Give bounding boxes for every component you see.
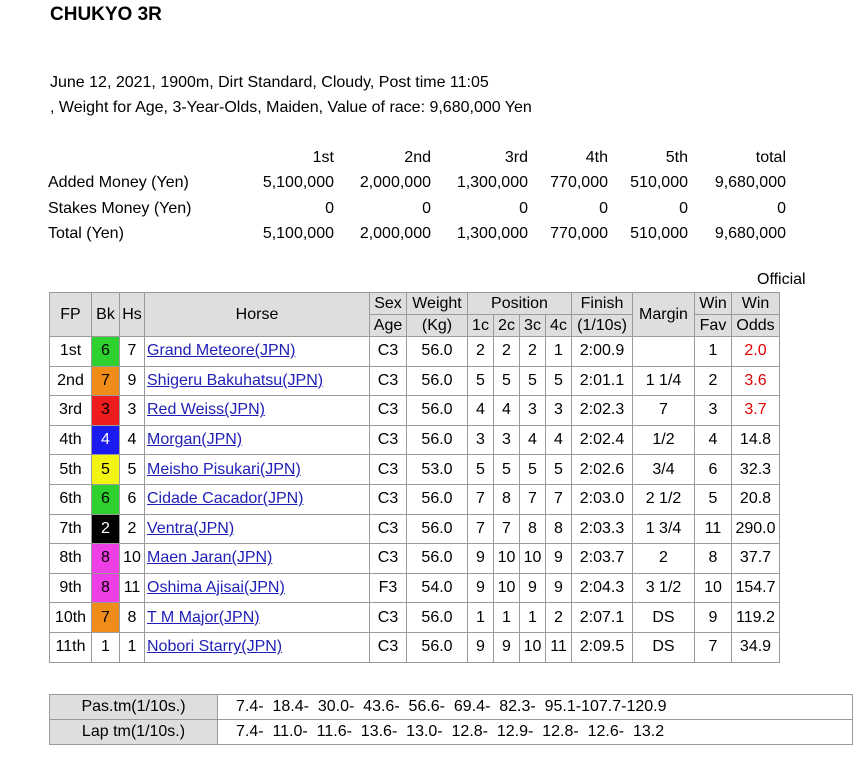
race-title: CHUKYO 3R bbox=[50, 4, 162, 25]
race-conditions: June 12, 2021, 1900m, Dirt Standard, Cloudy, Post time 11:05 bbox=[50, 74, 489, 91]
table-row bbox=[50, 514, 780, 544]
header-margin: Margin bbox=[633, 293, 695, 337]
finish-position-cell: 2nd bbox=[50, 366, 92, 396]
passing-time-values: 7.4- 18.4- 30.0- 43.6- 56.6- 69.4- 82.3- 95.1-107.7-120.9 bbox=[218, 695, 853, 720]
position-4c-cell: 5 bbox=[546, 366, 572, 396]
prize-value: 1,300,000 bbox=[456, 174, 528, 192]
sex-age-cell: C3 bbox=[370, 603, 407, 633]
horse-link[interactable]: Ventra(JPN) bbox=[147, 519, 235, 537]
horse-number-cell: 4 bbox=[120, 425, 145, 455]
sex-age-cell: C3 bbox=[370, 455, 407, 485]
horse-number-cell: 9 bbox=[120, 366, 145, 396]
win-favorite-cell: 10 bbox=[695, 573, 732, 603]
position-4c-cell: 11 bbox=[546, 632, 572, 662]
table-row bbox=[50, 366, 780, 396]
bracket-number-cell: 8 bbox=[92, 544, 120, 574]
table-row bbox=[50, 573, 780, 603]
header-hs: Hs bbox=[120, 293, 145, 337]
weight-cell: 56.0 bbox=[407, 603, 468, 633]
horse-number-cell: 5 bbox=[120, 455, 145, 485]
finish-position-cell: 3rd bbox=[50, 396, 92, 426]
sex-age-cell: C3 bbox=[370, 484, 407, 514]
prize-row-label: Stakes Money (Yen) bbox=[48, 199, 192, 217]
bracket-number-cell: 3 bbox=[92, 396, 120, 426]
win-favorite-cell: 3 bbox=[695, 396, 732, 426]
prize-value: 2,000,000 bbox=[359, 174, 431, 192]
header-sex: Sex bbox=[370, 293, 407, 315]
bracket-number-cell: 4 bbox=[92, 425, 120, 455]
position-3c-cell: 9 bbox=[520, 573, 546, 603]
win-odds-cell: 3.6 bbox=[732, 366, 780, 396]
position-1c-cell: 1 bbox=[468, 603, 494, 633]
header-finish-unit: (1/10s) bbox=[572, 315, 633, 337]
finish-position-cell: 7th bbox=[50, 514, 92, 544]
weight-cell: 54.0 bbox=[407, 573, 468, 603]
win-favorite-cell: 4 bbox=[695, 425, 732, 455]
margin-cell: 2 bbox=[633, 544, 695, 574]
horse-link[interactable]: Nobori Starry(JPN) bbox=[147, 638, 283, 656]
header-fp: FP bbox=[50, 293, 92, 337]
horse-name-cell bbox=[145, 366, 370, 396]
win-favorite-cell: 7 bbox=[695, 632, 732, 662]
position-4c-cell: 7 bbox=[546, 484, 572, 514]
prize-value: 0 bbox=[599, 199, 608, 217]
prize-value: 0 bbox=[679, 199, 688, 217]
table-row bbox=[50, 544, 780, 574]
bracket-number-cell: 6 bbox=[92, 484, 120, 514]
win-odds-cell: 20.8 bbox=[732, 484, 780, 514]
finish-time-cell: 2:03.0 bbox=[572, 484, 633, 514]
horse-number-cell: 6 bbox=[120, 484, 145, 514]
prize-value: 2,000,000 bbox=[359, 225, 431, 243]
header-horse: Horse bbox=[145, 293, 370, 337]
lap-time-label: Lap tm(1/10s.) bbox=[50, 720, 218, 745]
lap-time-row bbox=[50, 720, 853, 745]
bracket-number-cell: 6 bbox=[92, 337, 120, 367]
prize-value: 770,000 bbox=[550, 174, 608, 192]
horse-name-cell bbox=[145, 396, 370, 426]
horse-number-cell: 11 bbox=[120, 573, 145, 603]
prize-money-row-total bbox=[48, 222, 786, 248]
win-odds-cell: 32.3 bbox=[732, 455, 780, 485]
horse-link[interactable]: Morgan(JPN) bbox=[147, 431, 243, 449]
official-label: Official bbox=[757, 271, 806, 288]
weight-cell: 56.0 bbox=[407, 396, 468, 426]
horse-name-cell bbox=[145, 632, 370, 662]
horse-link[interactable]: Red Weiss(JPN) bbox=[147, 401, 265, 419]
horse-link[interactable]: Oshima Ajisai(JPN) bbox=[147, 579, 285, 597]
position-2c-cell: 1 bbox=[494, 603, 520, 633]
header-4c: 4c bbox=[546, 315, 572, 337]
sex-age-cell: C3 bbox=[370, 514, 407, 544]
prize-value: 0 bbox=[325, 199, 334, 217]
table-row bbox=[50, 632, 780, 662]
position-3c-cell: 2 bbox=[520, 337, 546, 367]
horse-link[interactable]: T M Major(JPN) bbox=[147, 608, 260, 626]
horse-name-cell bbox=[145, 514, 370, 544]
position-3c-cell: 8 bbox=[520, 514, 546, 544]
sex-age-cell: C3 bbox=[370, 425, 407, 455]
position-1c-cell: 7 bbox=[468, 514, 494, 544]
prize-header-1st: 1st bbox=[312, 148, 334, 166]
position-3c-cell: 3 bbox=[520, 396, 546, 426]
win-odds-cell: 154.7 bbox=[732, 573, 780, 603]
table-row bbox=[50, 396, 780, 426]
prize-header-4th: 4th bbox=[585, 148, 608, 166]
times-table bbox=[49, 694, 853, 745]
win-odds-cell: 119.2 bbox=[732, 603, 780, 633]
prize-header-2nd: 2nd bbox=[404, 148, 431, 166]
margin-cell: 1/2 bbox=[633, 425, 695, 455]
prize-value: 9,680,000 bbox=[714, 174, 786, 192]
header-1c: 1c bbox=[468, 315, 494, 337]
position-1c-cell: 3 bbox=[468, 425, 494, 455]
table-row bbox=[50, 337, 780, 367]
horse-name-cell bbox=[145, 573, 370, 603]
position-4c-cell: 8 bbox=[546, 514, 572, 544]
header-position: Position bbox=[468, 293, 572, 315]
position-2c-cell: 5 bbox=[494, 455, 520, 485]
win-odds-cell: 14.8 bbox=[732, 425, 780, 455]
table-row bbox=[50, 425, 780, 455]
bracket-number-cell: 8 bbox=[92, 573, 120, 603]
table-row bbox=[50, 484, 780, 514]
position-1c-cell: 4 bbox=[468, 396, 494, 426]
weight-cell: 56.0 bbox=[407, 484, 468, 514]
bracket-number-cell: 7 bbox=[92, 366, 120, 396]
margin-cell: 7 bbox=[633, 396, 695, 426]
finish-position-cell: 4th bbox=[50, 425, 92, 455]
finish-time-cell: 2:07.1 bbox=[572, 603, 633, 633]
sex-age-cell: C3 bbox=[370, 544, 407, 574]
position-1c-cell: 7 bbox=[468, 484, 494, 514]
position-2c-cell: 10 bbox=[494, 573, 520, 603]
weight-cell: 56.0 bbox=[407, 425, 468, 455]
position-2c-cell: 7 bbox=[494, 514, 520, 544]
passing-time-row bbox=[50, 695, 853, 720]
header-2c: 2c bbox=[494, 315, 520, 337]
sex-age-cell: C3 bbox=[370, 632, 407, 662]
win-favorite-cell: 2 bbox=[695, 366, 732, 396]
finish-time-cell: 2:04.3 bbox=[572, 573, 633, 603]
position-1c-cell: 5 bbox=[468, 366, 494, 396]
table-row bbox=[50, 455, 780, 485]
win-favorite-cell: 11 bbox=[695, 514, 732, 544]
results-table bbox=[49, 292, 780, 663]
position-4c-cell: 3 bbox=[546, 396, 572, 426]
position-4c-cell: 2 bbox=[546, 603, 572, 633]
horse-name-cell bbox=[145, 603, 370, 633]
position-2c-cell: 3 bbox=[494, 425, 520, 455]
margin-cell: 3/4 bbox=[633, 455, 695, 485]
win-odds-cell: 290.0 bbox=[732, 514, 780, 544]
finish-position-cell: 9th bbox=[50, 573, 92, 603]
horse-link[interactable]: Shigeru Bakuhatsu(JPN) bbox=[147, 371, 324, 389]
header-age: Age bbox=[370, 315, 407, 337]
position-1c-cell: 9 bbox=[468, 544, 494, 574]
position-1c-cell: 9 bbox=[468, 573, 494, 603]
prize-value: 5,100,000 bbox=[262, 174, 334, 192]
lap-time-values: 7.4- 11.0- 11.6- 13.6- 13.0- 12.8- 12.9- 12.8- 12.6- 13.2 bbox=[218, 720, 853, 745]
weight-cell: 56.0 bbox=[407, 544, 468, 574]
position-3c-cell: 7 bbox=[520, 484, 546, 514]
position-3c-cell: 1 bbox=[520, 603, 546, 633]
prize-header-3rd: 3rd bbox=[504, 148, 528, 166]
prize-row-label: Added Money (Yen) bbox=[48, 174, 189, 192]
sex-age-cell: C3 bbox=[370, 337, 407, 367]
finish-time-cell: 2:01.1 bbox=[572, 366, 633, 396]
margin-cell: 3 1/2 bbox=[633, 573, 695, 603]
position-4c-cell: 9 bbox=[546, 544, 572, 574]
horse-name-cell bbox=[145, 337, 370, 367]
header-bk: Bk bbox=[92, 293, 120, 337]
margin-cell: DS bbox=[633, 632, 695, 662]
win-odds-cell: 37.7 bbox=[732, 544, 780, 574]
prize-row-label: Total (Yen) bbox=[48, 225, 124, 243]
finish-time-cell: 2:03.3 bbox=[572, 514, 633, 544]
position-4c-cell: 4 bbox=[546, 425, 572, 455]
position-2c-cell: 5 bbox=[494, 366, 520, 396]
header-fav: Fav bbox=[695, 315, 732, 337]
finish-time-cell: 2:00.9 bbox=[572, 337, 633, 367]
position-1c-cell: 2 bbox=[468, 337, 494, 367]
prize-value: 510,000 bbox=[630, 225, 688, 243]
bracket-number-cell: 5 bbox=[92, 455, 120, 485]
prize-header-5th: 5th bbox=[665, 148, 688, 166]
header-odds: Odds bbox=[732, 315, 780, 337]
table-row bbox=[50, 603, 780, 633]
win-favorite-cell: 6 bbox=[695, 455, 732, 485]
win-odds-cell: 3.7 bbox=[732, 396, 780, 426]
prize-value: 0 bbox=[519, 199, 528, 217]
sex-age-cell: C3 bbox=[370, 366, 407, 396]
prize-money-header bbox=[48, 145, 786, 171]
header-kg: (Kg) bbox=[407, 315, 468, 337]
position-2c-cell: 8 bbox=[494, 484, 520, 514]
margin-cell: 2 1/2 bbox=[633, 484, 695, 514]
win-favorite-cell: 8 bbox=[695, 544, 732, 574]
finish-position-cell: 5th bbox=[50, 455, 92, 485]
header-weight: Weight bbox=[407, 293, 468, 315]
position-4c-cell: 5 bbox=[546, 455, 572, 485]
prize-money-row-stakes bbox=[48, 196, 786, 222]
prize-header-total: total bbox=[755, 148, 786, 166]
position-3c-cell: 4 bbox=[520, 425, 546, 455]
win-favorite-cell: 1 bbox=[695, 337, 732, 367]
sex-age-cell: F3 bbox=[370, 573, 407, 603]
header-finish: Finish bbox=[572, 293, 633, 315]
race-details: , Weight for Age, 3-Year-Olds, Maiden, Value of race: 9,680,000 Yen bbox=[50, 99, 532, 116]
position-3c-cell: 10 bbox=[520, 632, 546, 662]
horse-number-cell: 8 bbox=[120, 603, 145, 633]
prize-value: 9,680,000 bbox=[714, 225, 786, 243]
prize-money-row-added bbox=[48, 171, 786, 197]
header-3c: 3c bbox=[520, 315, 546, 337]
prize-value: 770,000 bbox=[550, 225, 608, 243]
prize-money-header-blank bbox=[48, 145, 238, 171]
weight-cell: 56.0 bbox=[407, 337, 468, 367]
finish-position-cell: 1st bbox=[50, 337, 92, 367]
horse-number-cell: 2 bbox=[120, 514, 145, 544]
finish-time-cell: 2:03.7 bbox=[572, 544, 633, 574]
horse-name-cell bbox=[145, 455, 370, 485]
margin-cell bbox=[633, 337, 695, 367]
passing-time-label: Pas.tm(1/10s.) bbox=[50, 695, 218, 720]
horse-number-cell: 7 bbox=[120, 337, 145, 367]
position-1c-cell: 5 bbox=[468, 455, 494, 485]
horse-number-cell: 10 bbox=[120, 544, 145, 574]
margin-cell: DS bbox=[633, 603, 695, 633]
position-3c-cell: 10 bbox=[520, 544, 546, 574]
finish-position-cell: 8th bbox=[50, 544, 92, 574]
prize-value: 510,000 bbox=[630, 174, 688, 192]
horse-link[interactable]: Grand Meteore(JPN) bbox=[147, 342, 296, 360]
finish-position-cell: 11th bbox=[50, 632, 92, 662]
prize-value: 1,300,000 bbox=[456, 225, 528, 243]
prize-value: 0 bbox=[422, 199, 431, 217]
position-2c-cell: 2 bbox=[494, 337, 520, 367]
horse-name-cell bbox=[145, 425, 370, 455]
prize-value: 0 bbox=[777, 199, 786, 217]
finish-time-cell: 2:02.6 bbox=[572, 455, 633, 485]
position-2c-cell: 10 bbox=[494, 544, 520, 574]
finish-time-cell: 2:02.3 bbox=[572, 396, 633, 426]
horse-number-cell: 1 bbox=[120, 632, 145, 662]
position-1c-cell: 9 bbox=[468, 632, 494, 662]
weight-cell: 56.0 bbox=[407, 514, 468, 544]
win-odds-cell: 34.9 bbox=[732, 632, 780, 662]
bracket-number-cell: 7 bbox=[92, 603, 120, 633]
horse-link[interactable]: Maen Jaran(JPN) bbox=[147, 549, 273, 567]
finish-time-cell: 2:02.4 bbox=[572, 425, 633, 455]
prize-value: 5,100,000 bbox=[262, 225, 334, 243]
position-3c-cell: 5 bbox=[520, 455, 546, 485]
margin-cell: 1 1/4 bbox=[633, 366, 695, 396]
position-4c-cell: 1 bbox=[546, 337, 572, 367]
header-win-odds: Win bbox=[732, 293, 780, 315]
finish-position-cell: 6th bbox=[50, 484, 92, 514]
results-body bbox=[50, 337, 780, 663]
weight-cell: 56.0 bbox=[407, 632, 468, 662]
finish-position-cell: 10th bbox=[50, 603, 92, 633]
weight-cell: 53.0 bbox=[407, 455, 468, 485]
weight-cell: 56.0 bbox=[407, 366, 468, 396]
win-favorite-cell: 9 bbox=[695, 603, 732, 633]
horse-link[interactable]: Cidade Cacador(JPN) bbox=[147, 490, 304, 508]
horse-number-cell: 3 bbox=[120, 396, 145, 426]
bracket-number-cell: 2 bbox=[92, 514, 120, 544]
win-favorite-cell: 5 bbox=[695, 484, 732, 514]
position-3c-cell: 5 bbox=[520, 366, 546, 396]
position-2c-cell: 4 bbox=[494, 396, 520, 426]
bracket-number-cell: 1 bbox=[92, 632, 120, 662]
horse-link[interactable]: Meisho Pisukari(JPN) bbox=[147, 460, 301, 478]
finish-time-cell: 2:09.5 bbox=[572, 632, 633, 662]
position-4c-cell: 9 bbox=[546, 573, 572, 603]
win-odds-cell: 2.0 bbox=[732, 337, 780, 367]
header-win: Win bbox=[695, 293, 732, 315]
results-header-row bbox=[50, 293, 780, 315]
horse-name-cell bbox=[145, 484, 370, 514]
horse-name-cell bbox=[145, 544, 370, 574]
margin-cell: 1 3/4 bbox=[633, 514, 695, 544]
position-2c-cell: 9 bbox=[494, 632, 520, 662]
sex-age-cell: C3 bbox=[370, 396, 407, 426]
prize-money-table bbox=[48, 145, 786, 247]
